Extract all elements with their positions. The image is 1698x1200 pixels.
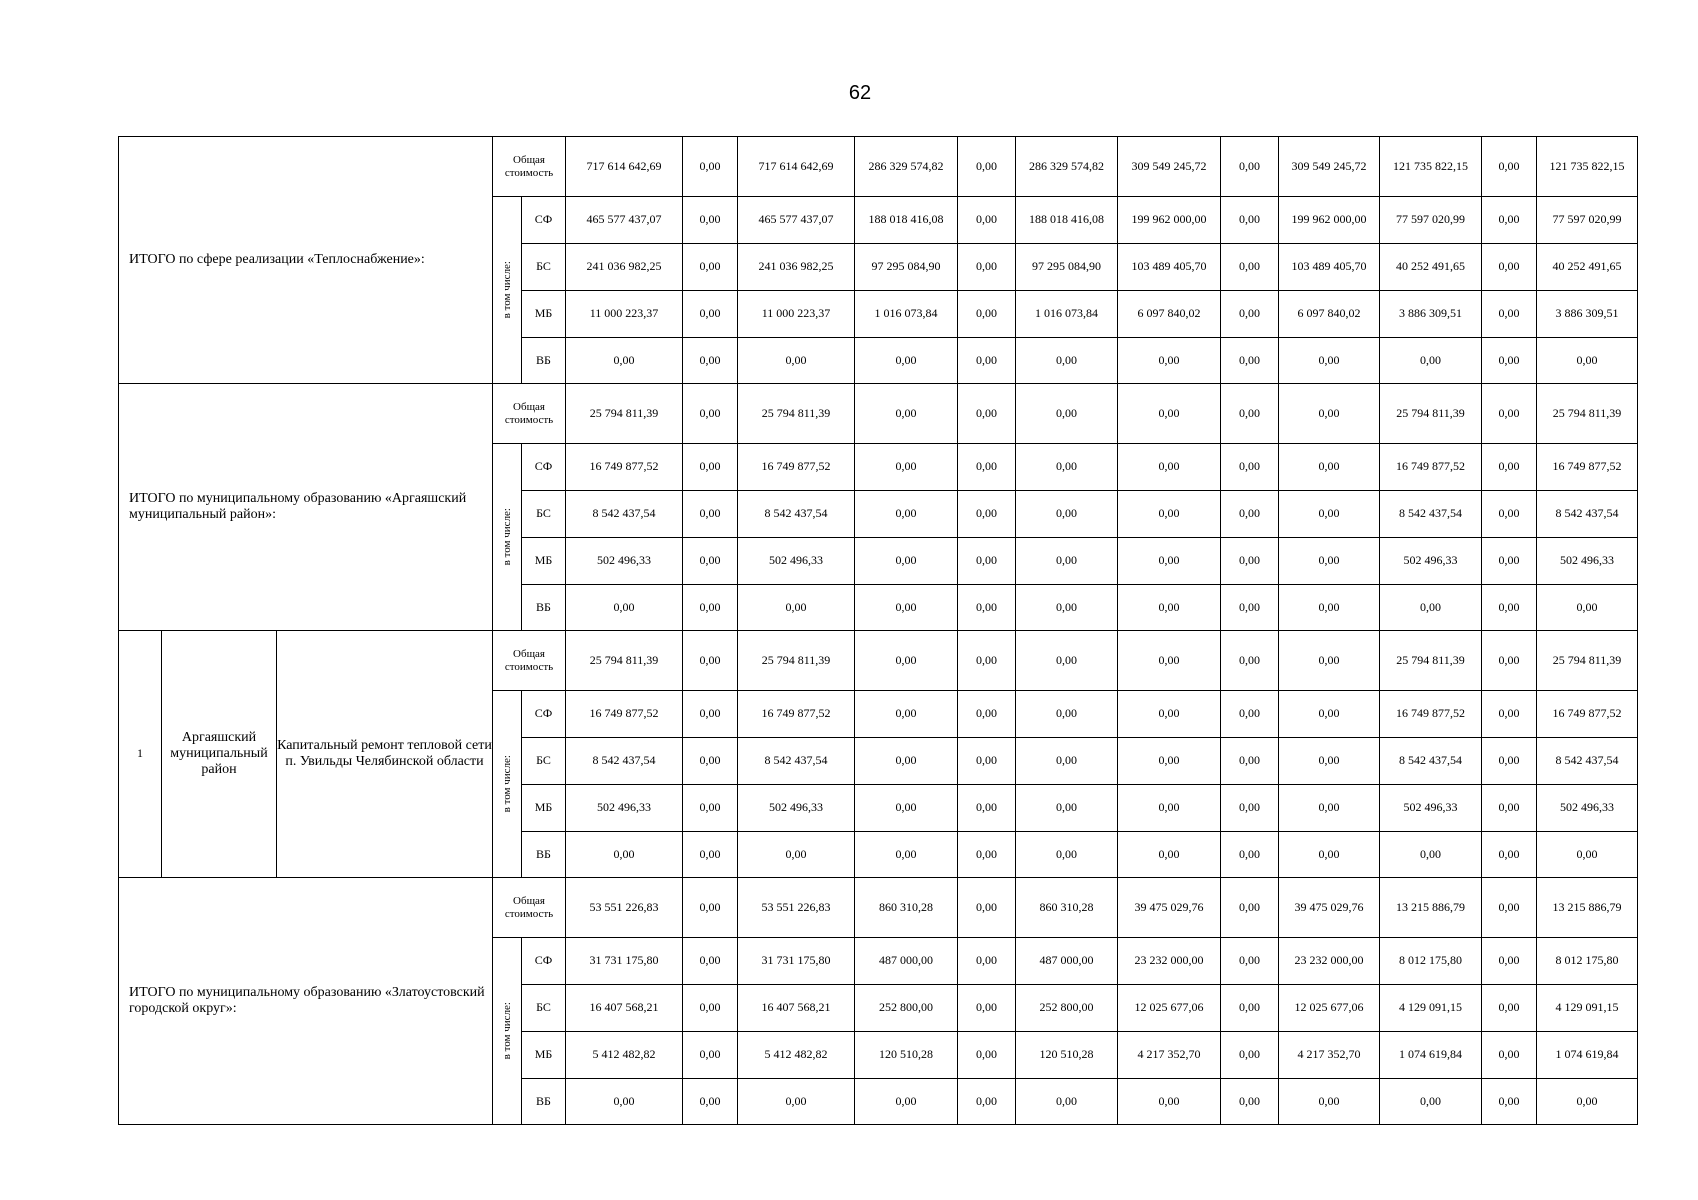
amount-cell: 0,00 bbox=[1482, 291, 1537, 338]
amount-cell: 120 510,28 bbox=[1016, 1032, 1118, 1079]
amount-cell: 16 749 877,52 bbox=[1537, 444, 1638, 491]
funding-source: ВБ bbox=[522, 1079, 566, 1125]
funding-source: СФ bbox=[522, 197, 566, 244]
amount-cell: 0,00 bbox=[855, 444, 958, 491]
amount-cell: 0,00 bbox=[683, 878, 738, 938]
funding-source: МБ bbox=[522, 785, 566, 832]
amount-cell: 487 000,00 bbox=[855, 938, 958, 985]
amount-cell: 0,00 bbox=[1482, 938, 1537, 985]
amount-cell: 0,00 bbox=[738, 585, 855, 631]
amount-cell: 502 496,33 bbox=[1380, 538, 1482, 585]
amount-cell: 31 731 175,80 bbox=[738, 938, 855, 985]
amount-cell: 0,00 bbox=[855, 631, 958, 691]
amount-cell: 16 407 568,21 bbox=[738, 985, 855, 1032]
amount-cell: 39 475 029,76 bbox=[1118, 878, 1221, 938]
amount-cell: 0,00 bbox=[1482, 137, 1537, 197]
amount-cell: 23 232 000,00 bbox=[1279, 938, 1380, 985]
amount-cell: 0,00 bbox=[1016, 538, 1118, 585]
amount-cell: 8 542 437,54 bbox=[1380, 738, 1482, 785]
amount-cell: 25 794 811,39 bbox=[738, 384, 855, 444]
amount-cell: 8 542 437,54 bbox=[1380, 491, 1482, 538]
amount-cell: 23 232 000,00 bbox=[1118, 938, 1221, 985]
amount-cell: 0,00 bbox=[958, 1079, 1016, 1125]
amount-cell: 8 012 175,80 bbox=[1537, 938, 1638, 985]
amount-cell: 0,00 bbox=[1482, 244, 1537, 291]
amount-cell: 0,00 bbox=[1279, 1079, 1380, 1125]
amount-cell: 0,00 bbox=[566, 338, 683, 384]
amount-cell: 97 295 084,90 bbox=[855, 244, 958, 291]
amount-cell: 25 794 811,39 bbox=[566, 384, 683, 444]
amount-cell: 188 018 416,08 bbox=[1016, 197, 1118, 244]
amount-cell: 465 577 437,07 bbox=[566, 197, 683, 244]
amount-cell: 0,00 bbox=[683, 585, 738, 631]
amount-cell: 1 016 073,84 bbox=[855, 291, 958, 338]
funding-source: СФ bbox=[522, 691, 566, 738]
amount-cell: 121 735 822,15 bbox=[1537, 137, 1638, 197]
amount-cell: 0,00 bbox=[738, 1079, 855, 1125]
amount-cell: 860 310,28 bbox=[1016, 878, 1118, 938]
amount-cell: 0,00 bbox=[1221, 384, 1279, 444]
amount-cell: 0,00 bbox=[1279, 538, 1380, 585]
amount-cell: 0,00 bbox=[1482, 878, 1537, 938]
amount-cell: 0,00 bbox=[738, 832, 855, 878]
amount-cell: 16 749 877,52 bbox=[1380, 691, 1482, 738]
amount-cell: 0,00 bbox=[683, 291, 738, 338]
funding-source: СФ bbox=[522, 938, 566, 985]
amount-cell: 0,00 bbox=[855, 585, 958, 631]
funding-source: ВБ bbox=[522, 832, 566, 878]
amount-cell: 0,00 bbox=[958, 1032, 1016, 1079]
amount-cell: 0,00 bbox=[1118, 444, 1221, 491]
amount-cell: 16 407 568,21 bbox=[566, 985, 683, 1032]
amount-cell: 0,00 bbox=[1016, 585, 1118, 631]
amount-cell: 5 412 482,82 bbox=[738, 1032, 855, 1079]
amount-cell: 0,00 bbox=[1016, 738, 1118, 785]
total-cost-row bbox=[119, 137, 1638, 197]
section-title: ИТОГО по муниципальному образованию «Аргаяшский муниципальный район»: bbox=[119, 384, 493, 631]
amount-cell: 4 129 091,15 bbox=[1380, 985, 1482, 1032]
amount-cell: 0,00 bbox=[1482, 738, 1537, 785]
amount-cell: 0,00 bbox=[1380, 1079, 1482, 1125]
amount-cell: 0,00 bbox=[958, 384, 1016, 444]
amount-cell: 8 542 437,54 bbox=[566, 738, 683, 785]
amount-cell: 0,00 bbox=[1279, 832, 1380, 878]
amount-cell: 0,00 bbox=[683, 738, 738, 785]
amount-cell: 0,00 bbox=[683, 938, 738, 985]
amount-cell: 4 129 091,15 bbox=[1537, 985, 1638, 1032]
municipality-name: Аргаяшский муниципальный район bbox=[162, 631, 277, 878]
amount-cell: 0,00 bbox=[1118, 832, 1221, 878]
amount-cell: 0,00 bbox=[1380, 338, 1482, 384]
amount-cell: 16 749 877,52 bbox=[1380, 444, 1482, 491]
amount-cell: 0,00 bbox=[683, 384, 738, 444]
amount-cell: 0,00 bbox=[683, 832, 738, 878]
amount-cell: 0,00 bbox=[958, 491, 1016, 538]
amount-cell: 0,00 bbox=[1016, 338, 1118, 384]
amount-cell: 188 018 416,08 bbox=[855, 197, 958, 244]
amount-cell: 0,00 bbox=[683, 1079, 738, 1125]
amount-cell: 0,00 bbox=[1016, 491, 1118, 538]
amount-cell: 0,00 bbox=[1221, 137, 1279, 197]
amount-cell: 0,00 bbox=[1482, 832, 1537, 878]
amount-cell: 3 886 309,51 bbox=[1537, 291, 1638, 338]
amount-cell: 0,00 bbox=[958, 197, 1016, 244]
amount-cell: 0,00 bbox=[1279, 384, 1380, 444]
amount-cell: 40 252 491,65 bbox=[1537, 244, 1638, 291]
total-cost-row bbox=[119, 878, 1638, 938]
amount-cell: 0,00 bbox=[1221, 878, 1279, 938]
amount-cell: 199 962 000,00 bbox=[1279, 197, 1380, 244]
funding-source: МБ bbox=[522, 538, 566, 585]
amount-cell: 0,00 bbox=[1221, 691, 1279, 738]
amount-cell: 0,00 bbox=[1221, 491, 1279, 538]
amount-cell: 103 489 405,70 bbox=[1118, 244, 1221, 291]
amount-cell: 0,00 bbox=[683, 491, 738, 538]
amount-cell: 0,00 bbox=[855, 738, 958, 785]
amount-cell: 6 097 840,02 bbox=[1118, 291, 1221, 338]
amount-cell: 0,00 bbox=[1118, 691, 1221, 738]
general-cost-label: Общая стоимость bbox=[493, 137, 566, 197]
amount-cell: 0,00 bbox=[1221, 985, 1279, 1032]
amount-cell: 1 074 619,84 bbox=[1537, 1032, 1638, 1079]
item-number: 1 bbox=[119, 631, 162, 878]
amount-cell: 11 000 223,37 bbox=[566, 291, 683, 338]
including-label: в том числе: bbox=[500, 755, 513, 813]
amount-cell: 0,00 bbox=[1118, 631, 1221, 691]
amount-cell: 465 577 437,07 bbox=[738, 197, 855, 244]
amount-cell: 0,00 bbox=[1482, 585, 1537, 631]
amount-cell: 0,00 bbox=[683, 691, 738, 738]
amount-cell: 0,00 bbox=[683, 985, 738, 1032]
amount-cell: 286 329 574,82 bbox=[855, 137, 958, 197]
amount-cell: 0,00 bbox=[958, 691, 1016, 738]
amount-cell: 502 496,33 bbox=[566, 538, 683, 585]
amount-cell: 53 551 226,83 bbox=[738, 878, 855, 938]
amount-cell: 0,00 bbox=[958, 631, 1016, 691]
amount-cell: 25 794 811,39 bbox=[566, 631, 683, 691]
amount-cell: 0,00 bbox=[1118, 491, 1221, 538]
amount-cell: 77 597 020,99 bbox=[1380, 197, 1482, 244]
amount-cell: 25 794 811,39 bbox=[1537, 631, 1638, 691]
amount-cell: 25 794 811,39 bbox=[1537, 384, 1638, 444]
including-label: в том числе: bbox=[500, 261, 513, 319]
amount-cell: 0,00 bbox=[683, 631, 738, 691]
amount-cell: 16 749 877,52 bbox=[1537, 691, 1638, 738]
amount-cell: 0,00 bbox=[1221, 785, 1279, 832]
amount-cell: 8 542 437,54 bbox=[1537, 491, 1638, 538]
including-label-cell bbox=[493, 938, 522, 1125]
amount-cell: 0,00 bbox=[683, 197, 738, 244]
amount-cell: 0,00 bbox=[566, 832, 683, 878]
amount-cell: 0,00 bbox=[1221, 538, 1279, 585]
amount-cell: 0,00 bbox=[958, 832, 1016, 878]
amount-cell: 502 496,33 bbox=[738, 538, 855, 585]
amount-cell: 0,00 bbox=[1279, 491, 1380, 538]
amount-cell: 502 496,33 bbox=[1537, 785, 1638, 832]
amount-cell: 8 012 175,80 bbox=[1380, 938, 1482, 985]
section-title: ИТОГО по муниципальному образованию «Златоустовский городской округ»: bbox=[119, 878, 493, 1125]
amount-cell: 502 496,33 bbox=[566, 785, 683, 832]
amount-cell: 0,00 bbox=[1380, 585, 1482, 631]
amount-cell: 0,00 bbox=[1482, 444, 1537, 491]
amount-cell: 0,00 bbox=[1221, 1079, 1279, 1125]
amount-cell: 0,00 bbox=[683, 785, 738, 832]
including-label: в том числе: bbox=[500, 508, 513, 566]
amount-cell: 0,00 bbox=[1537, 338, 1638, 384]
amount-cell: 0,00 bbox=[1221, 444, 1279, 491]
amount-cell: 11 000 223,37 bbox=[738, 291, 855, 338]
amount-cell: 0,00 bbox=[1482, 631, 1537, 691]
amount-cell: 8 542 437,54 bbox=[1537, 738, 1638, 785]
amount-cell: 0,00 bbox=[958, 738, 1016, 785]
amount-cell: 0,00 bbox=[1482, 538, 1537, 585]
amount-cell: 860 310,28 bbox=[855, 878, 958, 938]
amount-cell: 0,00 bbox=[855, 538, 958, 585]
budget-table bbox=[118, 136, 1638, 1125]
amount-cell: 0,00 bbox=[1016, 631, 1118, 691]
amount-cell: 0,00 bbox=[1118, 738, 1221, 785]
amount-cell: 16 749 877,52 bbox=[738, 691, 855, 738]
amount-cell: 120 510,28 bbox=[855, 1032, 958, 1079]
amount-cell: 0,00 bbox=[1537, 1079, 1638, 1125]
including-label-cell bbox=[493, 197, 522, 384]
amount-cell: 0,00 bbox=[1482, 1079, 1537, 1125]
amount-cell: 0,00 bbox=[855, 785, 958, 832]
funding-source: СФ bbox=[522, 444, 566, 491]
including-label-cell bbox=[493, 691, 522, 878]
amount-cell: 0,00 bbox=[683, 338, 738, 384]
total-cost-row bbox=[119, 384, 1638, 444]
amount-cell: 5 412 482,82 bbox=[566, 1032, 683, 1079]
amount-cell: 0,00 bbox=[1118, 384, 1221, 444]
amount-cell: 121 735 822,15 bbox=[1380, 137, 1482, 197]
amount-cell: 13 215 886,79 bbox=[1537, 878, 1638, 938]
amount-cell: 0,00 bbox=[1221, 585, 1279, 631]
including-label: в том числе: bbox=[500, 1002, 513, 1060]
amount-cell: 0,00 bbox=[1221, 197, 1279, 244]
amount-cell: 31 731 175,80 bbox=[566, 938, 683, 985]
amount-cell: 16 749 877,52 bbox=[566, 444, 683, 491]
amount-cell: 241 036 982,25 bbox=[566, 244, 683, 291]
amount-cell: 39 475 029,76 bbox=[1279, 878, 1380, 938]
amount-cell: 0,00 bbox=[1118, 538, 1221, 585]
amount-cell: 0,00 bbox=[1016, 691, 1118, 738]
amount-cell: 8 542 437,54 bbox=[566, 491, 683, 538]
amount-cell: 0,00 bbox=[1482, 384, 1537, 444]
general-cost-label: Общая стоимость bbox=[493, 631, 566, 691]
table-body bbox=[119, 137, 1638, 1125]
section-title: ИТОГО по сфере реализации «Теплоснабжение»: bbox=[119, 137, 493, 384]
amount-cell: 0,00 bbox=[1482, 197, 1537, 244]
amount-cell: 16 749 877,52 bbox=[566, 691, 683, 738]
funding-source: ВБ bbox=[522, 338, 566, 384]
amount-cell: 502 496,33 bbox=[1380, 785, 1482, 832]
amount-cell: 0,00 bbox=[1118, 585, 1221, 631]
amount-cell: 0,00 bbox=[958, 137, 1016, 197]
amount-cell: 0,00 bbox=[855, 338, 958, 384]
amount-cell: 4 217 352,70 bbox=[1118, 1032, 1221, 1079]
amount-cell: 0,00 bbox=[958, 538, 1016, 585]
amount-cell: 502 496,33 bbox=[738, 785, 855, 832]
amount-cell: 0,00 bbox=[1279, 585, 1380, 631]
amount-cell: 0,00 bbox=[1482, 1032, 1537, 1079]
amount-cell: 502 496,33 bbox=[1537, 538, 1638, 585]
amount-cell: 0,00 bbox=[1380, 832, 1482, 878]
amount-cell: 199 962 000,00 bbox=[1118, 197, 1221, 244]
amount-cell: 0,00 bbox=[958, 985, 1016, 1032]
amount-cell: 0,00 bbox=[566, 585, 683, 631]
amount-cell: 0,00 bbox=[1016, 444, 1118, 491]
amount-cell: 0,00 bbox=[958, 338, 1016, 384]
amount-cell: 0,00 bbox=[1482, 338, 1537, 384]
amount-cell: 0,00 bbox=[1537, 832, 1638, 878]
amount-cell: 0,00 bbox=[855, 832, 958, 878]
amount-cell: 0,00 bbox=[855, 691, 958, 738]
amount-cell: 0,00 bbox=[958, 444, 1016, 491]
funding-source: БС bbox=[522, 491, 566, 538]
amount-cell: 0,00 bbox=[683, 137, 738, 197]
amount-cell: 0,00 bbox=[1279, 738, 1380, 785]
amount-cell: 0,00 bbox=[1482, 785, 1537, 832]
amount-cell: 0,00 bbox=[1279, 785, 1380, 832]
amount-cell: 309 549 245,72 bbox=[1279, 137, 1380, 197]
object-name: Капитальный ремонт тепловой сети п. Увильды Челябинской области bbox=[277, 631, 493, 878]
amount-cell: 0,00 bbox=[1221, 1032, 1279, 1079]
amount-cell: 16 749 877,52 bbox=[738, 444, 855, 491]
amount-cell: 1 016 073,84 bbox=[1016, 291, 1118, 338]
amount-cell: 717 614 642,69 bbox=[738, 137, 855, 197]
amount-cell: 0,00 bbox=[566, 1079, 683, 1125]
amount-cell: 12 025 677,06 bbox=[1118, 985, 1221, 1032]
amount-cell: 97 295 084,90 bbox=[1016, 244, 1118, 291]
amount-cell: 25 794 811,39 bbox=[1380, 384, 1482, 444]
amount-cell: 0,00 bbox=[1482, 691, 1537, 738]
amount-cell: 0,00 bbox=[1279, 444, 1380, 491]
amount-cell: 0,00 bbox=[1016, 384, 1118, 444]
amount-cell: 0,00 bbox=[1279, 691, 1380, 738]
including-label-cell bbox=[493, 444, 522, 631]
amount-cell: 3 886 309,51 bbox=[1380, 291, 1482, 338]
general-cost-label: Общая стоимость bbox=[493, 384, 566, 444]
amount-cell: 8 542 437,54 bbox=[738, 491, 855, 538]
amount-cell: 0,00 bbox=[1221, 338, 1279, 384]
amount-cell: 77 597 020,99 bbox=[1537, 197, 1638, 244]
amount-cell: 0,00 bbox=[1118, 1079, 1221, 1125]
amount-cell: 286 329 574,82 bbox=[1016, 137, 1118, 197]
amount-cell: 0,00 bbox=[958, 585, 1016, 631]
amount-cell: 0,00 bbox=[1118, 785, 1221, 832]
funding-source: БС bbox=[522, 738, 566, 785]
amount-cell: 0,00 bbox=[683, 538, 738, 585]
total-cost-row bbox=[119, 631, 1638, 691]
amount-cell: 241 036 982,25 bbox=[738, 244, 855, 291]
amount-cell: 0,00 bbox=[1221, 291, 1279, 338]
amount-cell: 0,00 bbox=[1016, 785, 1118, 832]
amount-cell: 53 551 226,83 bbox=[566, 878, 683, 938]
amount-cell: 0,00 bbox=[958, 244, 1016, 291]
amount-cell: 0,00 bbox=[1016, 832, 1118, 878]
amount-cell: 717 614 642,69 bbox=[566, 137, 683, 197]
amount-cell: 487 000,00 bbox=[1016, 938, 1118, 985]
amount-cell: 0,00 bbox=[1482, 985, 1537, 1032]
amount-cell: 0,00 bbox=[855, 491, 958, 538]
amount-cell: 0,00 bbox=[1118, 338, 1221, 384]
amount-cell: 25 794 811,39 bbox=[738, 631, 855, 691]
amount-cell: 40 252 491,65 bbox=[1380, 244, 1482, 291]
amount-cell: 0,00 bbox=[958, 785, 1016, 832]
funding-source: БС bbox=[522, 985, 566, 1032]
amount-cell: 309 549 245,72 bbox=[1118, 137, 1221, 197]
amount-cell: 0,00 bbox=[1221, 244, 1279, 291]
amount-cell: 0,00 bbox=[683, 244, 738, 291]
amount-cell: 0,00 bbox=[1482, 491, 1537, 538]
amount-cell: 6 097 840,02 bbox=[1279, 291, 1380, 338]
general-cost-label: Общая стоимость bbox=[493, 878, 566, 938]
page-number: 62 bbox=[848, 82, 872, 104]
amount-cell: 252 800,00 bbox=[1016, 985, 1118, 1032]
amount-cell: 0,00 bbox=[738, 338, 855, 384]
amount-cell: 0,00 bbox=[958, 291, 1016, 338]
amount-cell: 103 489 405,70 bbox=[1279, 244, 1380, 291]
amount-cell: 0,00 bbox=[958, 878, 1016, 938]
amount-cell: 8 542 437,54 bbox=[738, 738, 855, 785]
funding-source: БС bbox=[522, 244, 566, 291]
amount-cell: 0,00 bbox=[855, 384, 958, 444]
amount-cell: 0,00 bbox=[1279, 631, 1380, 691]
amount-cell: 0,00 bbox=[1221, 631, 1279, 691]
amount-cell: 0,00 bbox=[1221, 832, 1279, 878]
amount-cell: 0,00 bbox=[683, 1032, 738, 1079]
amount-cell: 0,00 bbox=[683, 444, 738, 491]
amount-cell: 0,00 bbox=[855, 1079, 958, 1125]
amount-cell: 0,00 bbox=[1221, 738, 1279, 785]
amount-cell: 0,00 bbox=[1537, 585, 1638, 631]
amount-cell: 0,00 bbox=[1221, 938, 1279, 985]
amount-cell: 4 217 352,70 bbox=[1279, 1032, 1380, 1079]
amount-cell: 12 025 677,06 bbox=[1279, 985, 1380, 1032]
funding-source: МБ bbox=[522, 1032, 566, 1079]
funding-source: МБ bbox=[522, 291, 566, 338]
amount-cell: 1 074 619,84 bbox=[1380, 1032, 1482, 1079]
amount-cell: 0,00 bbox=[958, 938, 1016, 985]
amount-cell: 0,00 bbox=[1016, 1079, 1118, 1125]
amount-cell: 25 794 811,39 bbox=[1380, 631, 1482, 691]
amount-cell: 252 800,00 bbox=[855, 985, 958, 1032]
amount-cell: 0,00 bbox=[1279, 338, 1380, 384]
amount-cell: 13 215 886,79 bbox=[1380, 878, 1482, 938]
funding-source: ВБ bbox=[522, 585, 566, 631]
